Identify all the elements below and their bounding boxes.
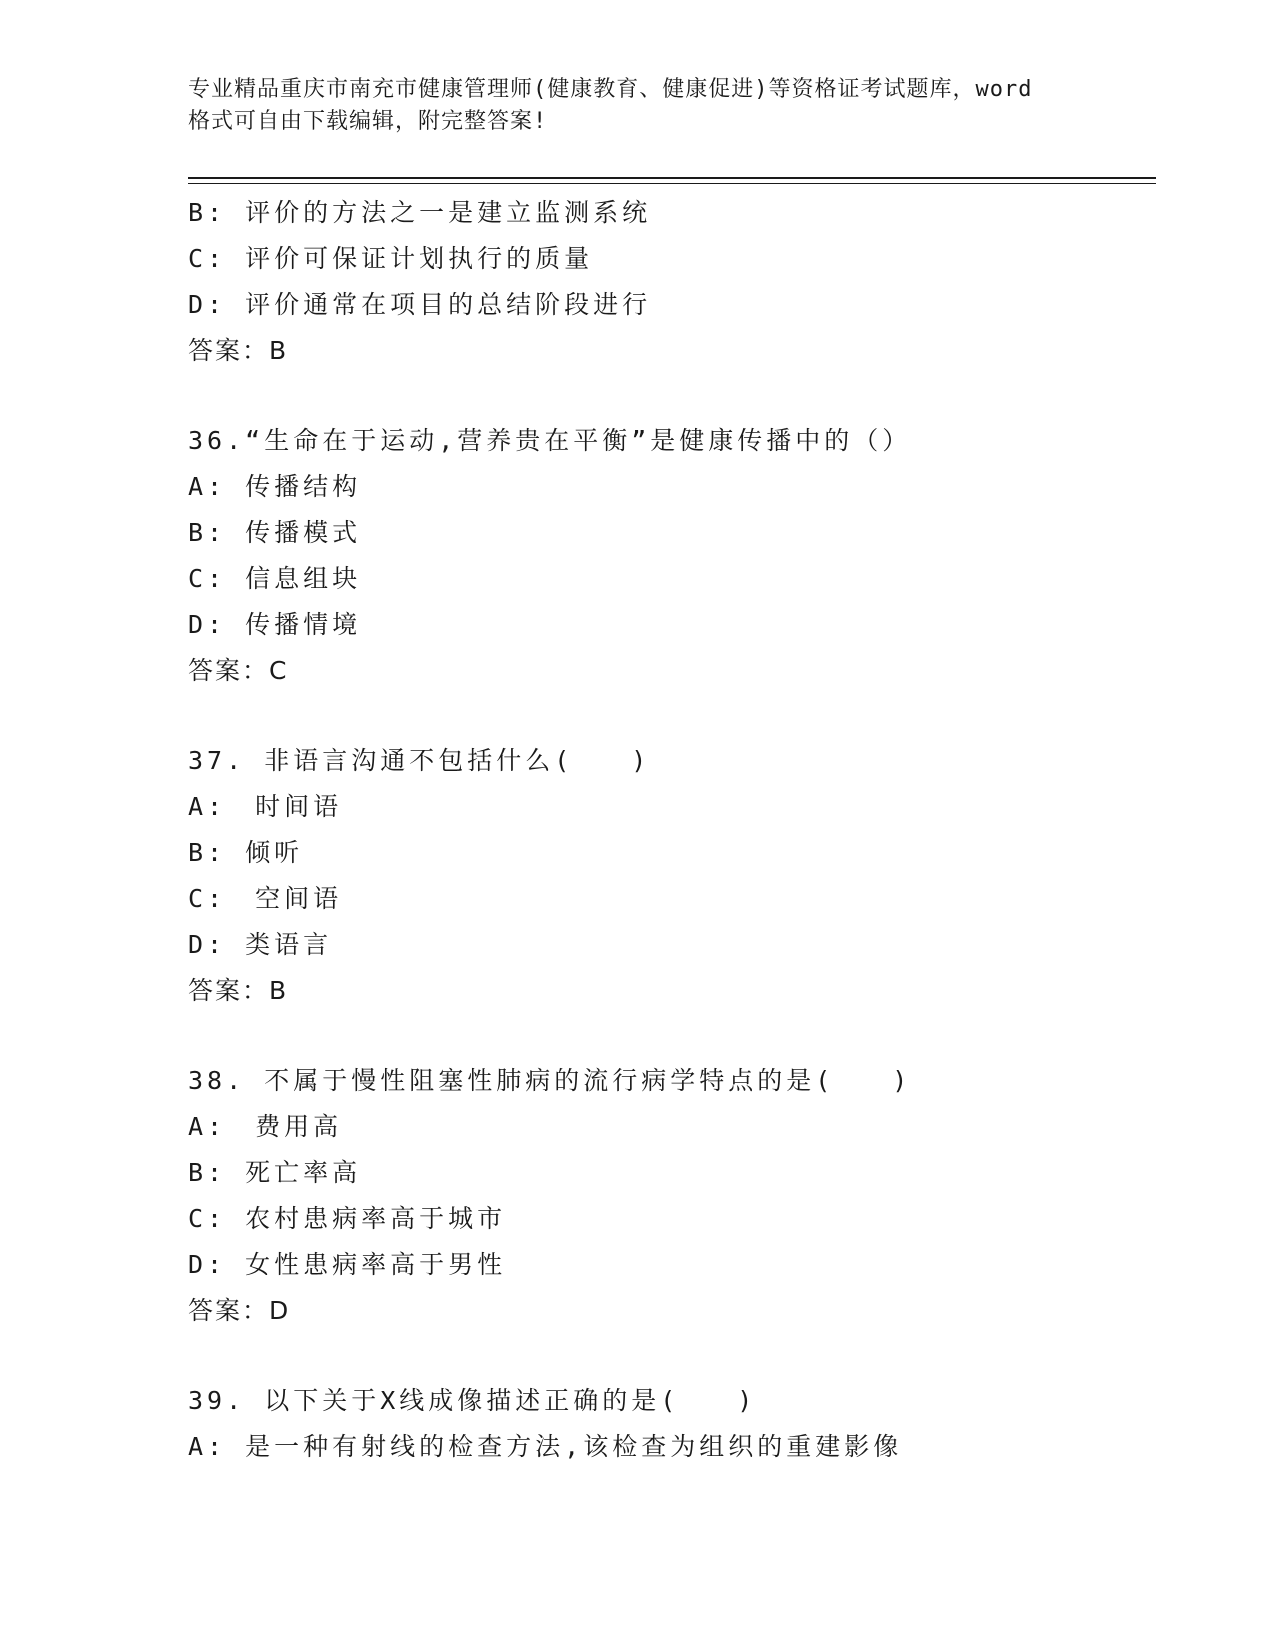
question-37 [188, 738, 1156, 1014]
option-line: D: 传播情境 [188, 610, 362, 639]
spacer [188, 1334, 1156, 1378]
option-line: C: 空间语 [188, 884, 343, 913]
option-line: A: 费用高 [188, 1112, 343, 1141]
option-line: D: 评价通常在项目的总结阶段进行 [188, 290, 652, 319]
header-divider-thin [188, 183, 1156, 184]
question-stem: 37. 非语言沟通不包括什么( ) [188, 746, 651, 775]
question-38 [188, 1058, 1156, 1334]
question-stem: 36.“生命在于运动,营养贵在平衡”是健康传播中的（） [188, 426, 912, 455]
header-line-2: 格式可自由下载编辑，附完整答案! [188, 109, 548, 134]
header-line-1: 专业精品重庆市南充市健康管理师(健康教育、健康促进)等资格证考试题库，word [188, 77, 1033, 102]
option-line: D: 类语言 [188, 930, 333, 959]
answer-line: 答案：B [188, 976, 289, 1005]
spacer [188, 1014, 1156, 1058]
option-line: B: 倾听 [188, 838, 304, 867]
header-divider-thick [188, 177, 1156, 179]
answer-line: 答案：B [188, 336, 289, 365]
option-line: A: 是一种有射线的检查方法,该检查为组织的重建影像 [188, 1432, 903, 1461]
option-line: B: 传播模式 [188, 518, 362, 547]
option-line: B: 死亡率高 [188, 1158, 362, 1187]
question-list [188, 190, 1156, 1470]
option-line: C: 信息组块 [188, 564, 362, 593]
spacer [188, 374, 1156, 418]
question-stem: 39. 以下关于X线成像描述正确的是( ) [188, 1386, 757, 1415]
option-line: D: 女性患病率高于男性 [188, 1250, 507, 1279]
question-39 [188, 1378, 1156, 1470]
answer-line: 答案：C [188, 656, 289, 685]
question-stem: 38. 不属于慢性阻塞性肺病的流行病学特点的是( ) [188, 1066, 912, 1095]
option-line: A: 传播结构 [188, 472, 362, 501]
question-36 [188, 418, 1156, 694]
question-35-continued [188, 190, 1156, 374]
option-line: C: 农村患病率高于城市 [188, 1204, 507, 1233]
answer-line: 答案：D [188, 1296, 291, 1325]
document-header [188, 74, 1088, 138]
spacer [188, 694, 1156, 738]
option-line: C: 评价可保证计划执行的质量 [188, 244, 594, 273]
option-line: A: 时间语 [188, 792, 343, 821]
option-line: B: 评价的方法之一是建立监测系统 [188, 198, 652, 227]
